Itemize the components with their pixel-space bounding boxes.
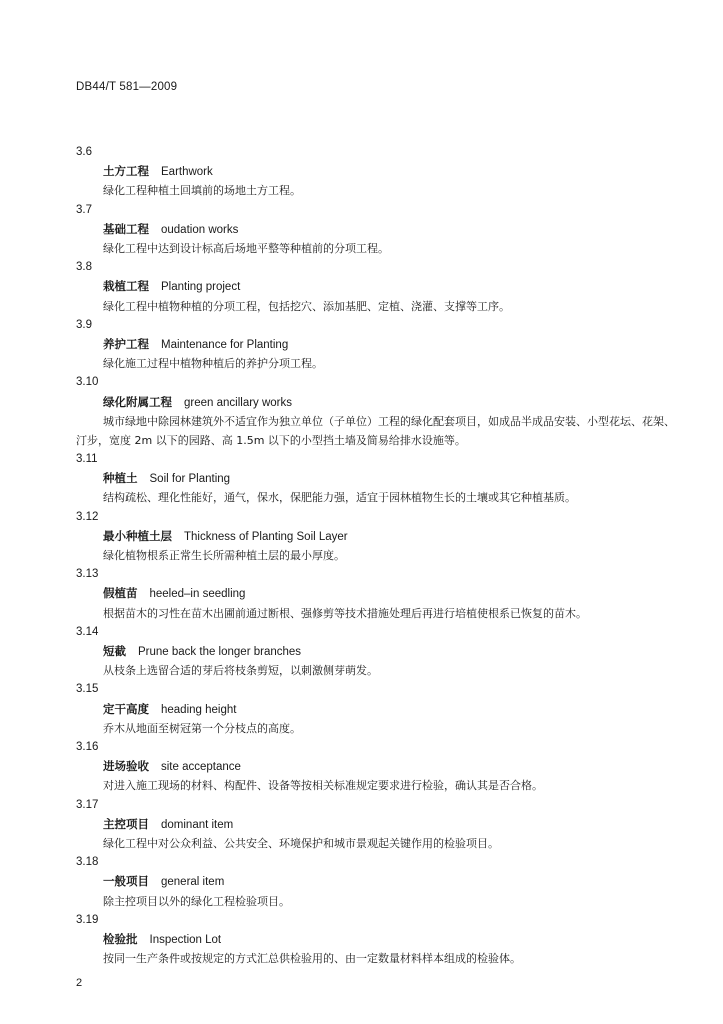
- clause-number: 3.9: [76, 318, 92, 331]
- term-english: Prune back the longer branches: [138, 646, 302, 659]
- term-entry-3-18: [76, 853, 676, 911]
- term-heading: [76, 335, 676, 354]
- document-code-header: DB44/T 581—2009: [76, 81, 178, 93]
- term-english: Soil for Planting: [149, 473, 231, 486]
- page-number: 2: [76, 977, 83, 989]
- clause-number: 3.13: [76, 568, 99, 581]
- term-heading: [76, 872, 676, 891]
- term-heading: [76, 162, 676, 181]
- term-entry-3-15: [76, 680, 676, 738]
- clause-number: 3.18: [76, 856, 99, 869]
- term-entry-3-12: [76, 508, 676, 566]
- term-definition: 绿化工程中对公众利益、公共安全、环境保护和城市景观起关键作用的检验项目。: [103, 836, 499, 850]
- term-english: Inspection Lot: [149, 933, 222, 946]
- term-chinese: 绿化附属工程: [103, 394, 172, 409]
- term-chinese: 种植土: [103, 471, 138, 486]
- clause-number: 3.7: [76, 203, 92, 216]
- term-entry-3-19: [76, 911, 676, 969]
- term-definition: 从枝条上选留合适的芽后将枝条剪短，以刺激侧芽萌发。: [103, 664, 378, 678]
- term-english: heading height: [161, 703, 237, 716]
- term-definition: 乔木从地面至树冠第一个分枝点的高度。: [103, 721, 301, 735]
- term-heading: [76, 220, 676, 239]
- term-entry-3-9: [76, 316, 676, 374]
- term-heading: [76, 642, 676, 661]
- term-english: general item: [161, 876, 225, 889]
- term-entry-3-14: [76, 623, 676, 681]
- term-chinese: 检验批: [103, 931, 138, 946]
- term-heading: [76, 277, 676, 296]
- term-entry-3-10: [76, 373, 676, 450]
- term-definition: 结构疏松、理化性能好，通气，保水，保肥能力强，适宜于园林植物生长的土壤或其它种植基质。: [103, 491, 576, 505]
- term-english: Earthwork: [161, 166, 213, 179]
- term-entry-3-8: [76, 258, 676, 316]
- term-heading: [76, 757, 676, 776]
- term-chinese: 土方工程: [103, 164, 149, 179]
- term-heading: [76, 469, 676, 488]
- term-english: heeled–in seedling: [149, 588, 246, 601]
- term-entry-3-6: [76, 143, 676, 201]
- term-chinese: 养护工程: [103, 336, 149, 351]
- term-heading: [76, 930, 676, 949]
- term-chinese: 定干高度: [103, 701, 149, 716]
- term-heading: [76, 815, 676, 834]
- term-entry-3-17: [76, 796, 676, 854]
- term-english: site acceptance: [161, 761, 241, 774]
- term-chinese: 最小种植土层: [103, 528, 172, 543]
- term-entry-3-13: [76, 565, 676, 623]
- term-definition: 根据苗木的习性在苗木出圃前通过断根、强修剪等技术措施处理后再进行培植使根系已恢复的苗木。: [103, 606, 587, 620]
- term-definition: 对进入施工现场的材料、构配件、设备等按相关标准规定要求进行检验，确认其是否合格。: [103, 779, 543, 793]
- term-chinese: 栽植工程: [103, 279, 149, 294]
- term-heading: [76, 584, 676, 603]
- clause-number: 3.6: [76, 146, 92, 158]
- term-heading: [76, 393, 676, 412]
- term-entry-3-16: [76, 738, 676, 796]
- clause-number: 3.15: [76, 683, 99, 696]
- term-english: dominant item: [161, 818, 234, 831]
- term-chinese: 假植苗: [103, 586, 138, 601]
- term-definition: 按同一生产条件或按规定的方式汇总供检验用的、由一定数量材料样本组成的检验体。: [103, 952, 521, 966]
- clause-number: 3.17: [76, 798, 99, 811]
- term-chinese: 进场验收: [103, 759, 149, 774]
- clause-number: 3.10: [76, 376, 99, 389]
- clause-number: 3.14: [76, 625, 99, 638]
- term-definition: 绿化工程种植土回填前的场地土方工程。: [103, 184, 301, 198]
- term-definition: 绿化植物根系正常生长所需种植土层的最小厚度。: [103, 549, 345, 563]
- clause-number: 3.12: [76, 510, 99, 523]
- term-entry-3-11: [76, 450, 676, 508]
- term-entry-3-7: [76, 201, 676, 259]
- term-chinese: 基础工程: [103, 221, 149, 236]
- term-heading: [76, 527, 676, 546]
- term-english: Maintenance for Planting: [161, 338, 289, 351]
- term-heading: [76, 700, 676, 719]
- term-english: Thickness of Planting Soil Layer: [184, 530, 348, 543]
- clause-number: 3.19: [76, 913, 99, 926]
- term-definition: 绿化施工过程中植物种植后的养护分项工程。: [103, 357, 323, 371]
- term-definition: 除主控项目以外的绿化工程检验项目。: [103, 894, 290, 908]
- clause-number: 3.16: [76, 740, 99, 753]
- terms-list: [76, 143, 676, 968]
- clause-number: 3.8: [76, 261, 92, 274]
- term-chinese: 短截: [103, 644, 126, 659]
- term-definition: 绿化工程中达到设计标高后场地平整等种植前的分项工程。: [103, 241, 389, 255]
- term-definition: 城市绿地中除园林建筑外不适宜作为独立单位（子单位）工程的绿化配套项目，如成品半成品安装、小型花坛、花架、汀步，宽度 2m 以下的园路、高 1.5m 以下的小型挡土墙及简易给排水设施等。: [76, 414, 675, 447]
- term-chinese: 一般项目: [103, 874, 149, 889]
- term-english: Planting project: [161, 281, 241, 294]
- term-english: green ancillary works: [184, 396, 293, 409]
- term-chinese: 主控项目: [103, 816, 149, 831]
- term-english: oudation works: [161, 223, 239, 236]
- clause-number: 3.11: [76, 453, 98, 466]
- term-definition: 绿化工程中植物种植的分项工程，包括挖穴、添加基肥、定植、浇灌、支撑等工序。: [103, 299, 510, 313]
